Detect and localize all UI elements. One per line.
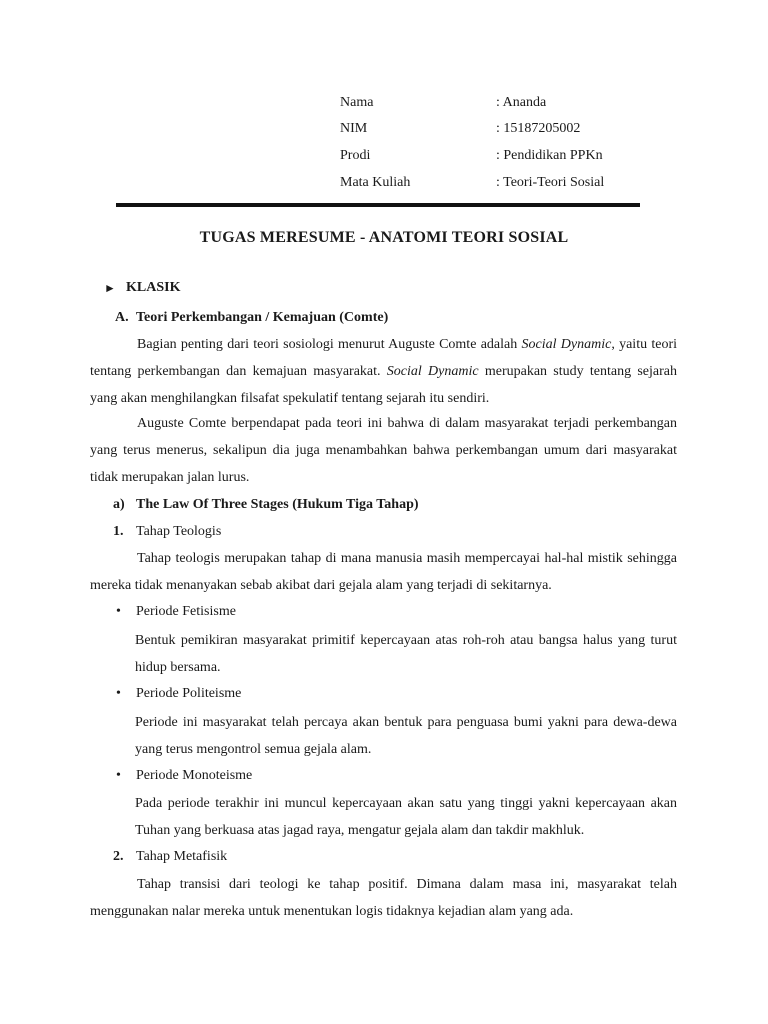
period-heading: Periode Politeisme: [136, 686, 242, 701]
period-text: Periode ini masyarakat telah percaya akan bentuk para penguasa bumi yakni para dewa-dewa yang terus mengontrol semua gejala alam.: [135, 715, 677, 757]
bullet-icon: •: [116, 768, 121, 783]
field-label-mata-kuliah: Mata Kuliah: [340, 175, 411, 190]
bullet-icon: •: [116, 604, 121, 619]
paragraph-comte-view: Auguste Comte berpendapat pada teori ini bahwa di dalam masyarakat terjadi perkembangan yang terus menerus, sekalipun dia juga menambahkan bahwa perkembangan umum dari masyarakat tidak merupakan jalan lurus.: [90, 416, 677, 485]
page-title: TUGAS MERESUME - ANATOMI TEORI SOSIAL: [199, 229, 569, 246]
period-heading: Periode Fetisisme: [136, 604, 236, 619]
period-text: Pada periode terakhir ini muncul kepercayaan akan satu yang tinggi yakni kepercayaan akan Tuhan yang berkuasa atas jagad raya, mengatur gejala alam dan takdir makhluk.: [135, 796, 677, 838]
field-value-mata-kuliah: : Teori-Teori Sosial: [496, 175, 605, 190]
paragraph-text: Bagian penting dari teori sosiologi menurut Auguste Comte adalah: [137, 337, 522, 352]
paragraph-text: merupakan study tentang sejarah yang akan menghilangkan filsafat spekulatif tentang sejarah itu sendiri.: [90, 364, 678, 406]
field-label-prodi: Prodi: [340, 148, 371, 163]
paragraph-teologis: Tahap teologis merupakan tahap di mana manusia masih mempercayai hal-hal mistik sehingga mereka tidak menanyakan sebab akibat dari gejala alam yang terjadi di sekitarnya.: [90, 551, 677, 593]
stage-number: 1.: [113, 524, 124, 539]
period-heading: Periode Monoteisme: [136, 768, 253, 783]
emphasis-term: Social Dynamic: [386, 364, 479, 379]
stage-heading: Tahap Teologis: [136, 524, 222, 539]
field-label-nama: Nama: [340, 95, 374, 110]
subsection-marker: A.: [115, 310, 129, 325]
section-heading: KLASIK: [126, 280, 181, 295]
stage-heading: Tahap Metafisik: [136, 849, 228, 864]
stage-number: 2.: [113, 849, 124, 864]
header-divider: [116, 203, 640, 207]
section-arrow-icon: ►: [104, 281, 116, 295]
field-value-prodi: : Pendidikan PPKn: [496, 148, 603, 163]
paragraph-social-dynamic: [90, 331, 677, 412]
emphasis-term: Social Dynamic: [521, 337, 612, 352]
paragraph-text: , yaitu teori tentang perkembangan dan kemajuan masyarakat.: [90, 337, 678, 379]
item-heading: The Law Of Three Stages (Hukum Tiga Tahap): [136, 497, 419, 512]
field-value-nim: : 15187205002: [496, 121, 581, 136]
field-value-nama: : Ananda: [496, 95, 547, 110]
subsection-heading: Teori Perkembangan / Kemajuan (Comte): [136, 310, 389, 325]
period-text: Bentuk pemikiran masyarakat primitif kepercayaan atas roh-roh atau bangsa halus yang turut hidup bersama.: [135, 633, 677, 675]
bullet-icon: •: [116, 686, 121, 701]
paragraph-metafisik: Tahap transisi dari teologi ke tahap positif. Dimana dalam masa ini, masyarakat telah menggunakan nalar mereka untuk menentukan logis tidaknya kejadian alam yang ada.: [90, 877, 677, 919]
field-label-nim: NIM: [340, 121, 368, 136]
item-marker: a): [113, 497, 125, 512]
